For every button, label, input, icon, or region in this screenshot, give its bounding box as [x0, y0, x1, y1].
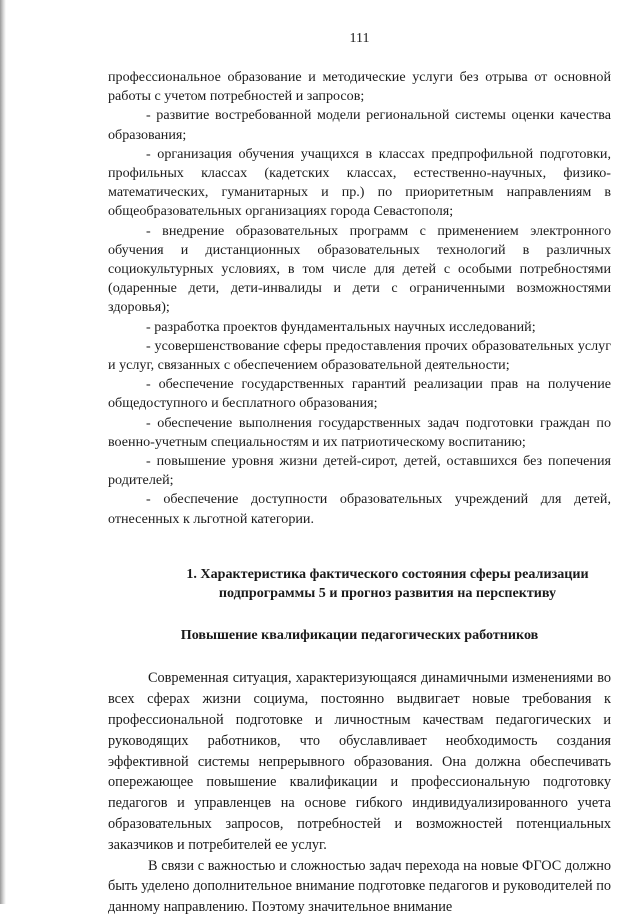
body-paragraph: Современная ситуация, характеризующаяся динамичными изменениями во всех сферах жизни социума, постоянно выдвигает новые требования к профессиональной подготовке и личностным качествам педагогических и руководящих работников, что обуславливает необходимость создания эффективной системы непрерывного образования. Она должна обеспечивать опережающее повышение квалификации и профессиональную подготовку педагогов и управленцев на основе гибкого индивидуализированного учета образовательных запросов, потребностей и возможностей потенциальных заказчиков и потребителей ее услуг.: [108, 670, 611, 853]
section-heading: [108, 565, 611, 604]
page-number: 111: [349, 31, 370, 46]
list-paragraph: профессиональное образование и методические услуги без отрыва от основной работы с учетом потребностей и запросов;: [108, 69, 611, 105]
body-paragraph: В связи с важностью и сложностью задач перехода на новые ФГОС должно быть уделено дополнительное внимание подготовке педагогов и руководителей по данному направлению. Поэтому значительное внимание: [108, 857, 611, 916]
list-item: - развитие востребованной модели региональной системы оценки качества образования;: [108, 107, 611, 143]
list-item: - организация обучения учащихся в классах предпрофильной подготовки, профильных классах (кадетских классах, естественно-научных, физико-математических, гуманитарных и пр.) по приоритетным направлениям в общеобразовательных организациях города Севастополя;: [108, 145, 611, 220]
goals-list: [108, 68, 611, 529]
list-item: - повышение уровня жизни детей-сирот, детей, оставшихся без попечения родителей;: [108, 453, 611, 489]
list-item: - разработка проектов фундаментальных научных исследований;: [146, 318, 536, 335]
list-item: - внедрение образовательных программ с применением электронного обучения и дистанционных образовательных технологий в различных социокультурных условиях, в том числе для детей с особыми потребностями (одаренные дети, дети-инвалиды и дети с ограниченными возможностями здоровья);: [108, 222, 611, 316]
section-heading-line: 1. Характеристика фактического состояния сферы реализации: [186, 565, 589, 582]
list-item: - обеспечение выполнения государственных задач подготовки граждан по военно-учетным специальностям и их патриотическому воспитанию;: [108, 414, 611, 450]
scan-edge-shadow: [0, 0, 6, 904]
list-item: - обеспечение государственных гарантий реализации прав на получение общедоступного и бесплатного образования;: [108, 376, 611, 412]
list-item: - обеспечение доступности образовательных учреждений для детей, отнесенных к льготной категории.: [108, 491, 611, 527]
sub-heading: Повышение квалификации педагогических работников: [180, 626, 539, 643]
list-item: - усовершенствование сферы предоставления прочих образовательных услуг и услуг, связанных с обеспечением образовательной деятельности;: [108, 337, 611, 374]
section-heading-line: подпрограммы 5 и прогноз развития на перспективу: [218, 585, 557, 602]
section-body: [108, 668, 611, 918]
document-page: [108, 30, 611, 918]
